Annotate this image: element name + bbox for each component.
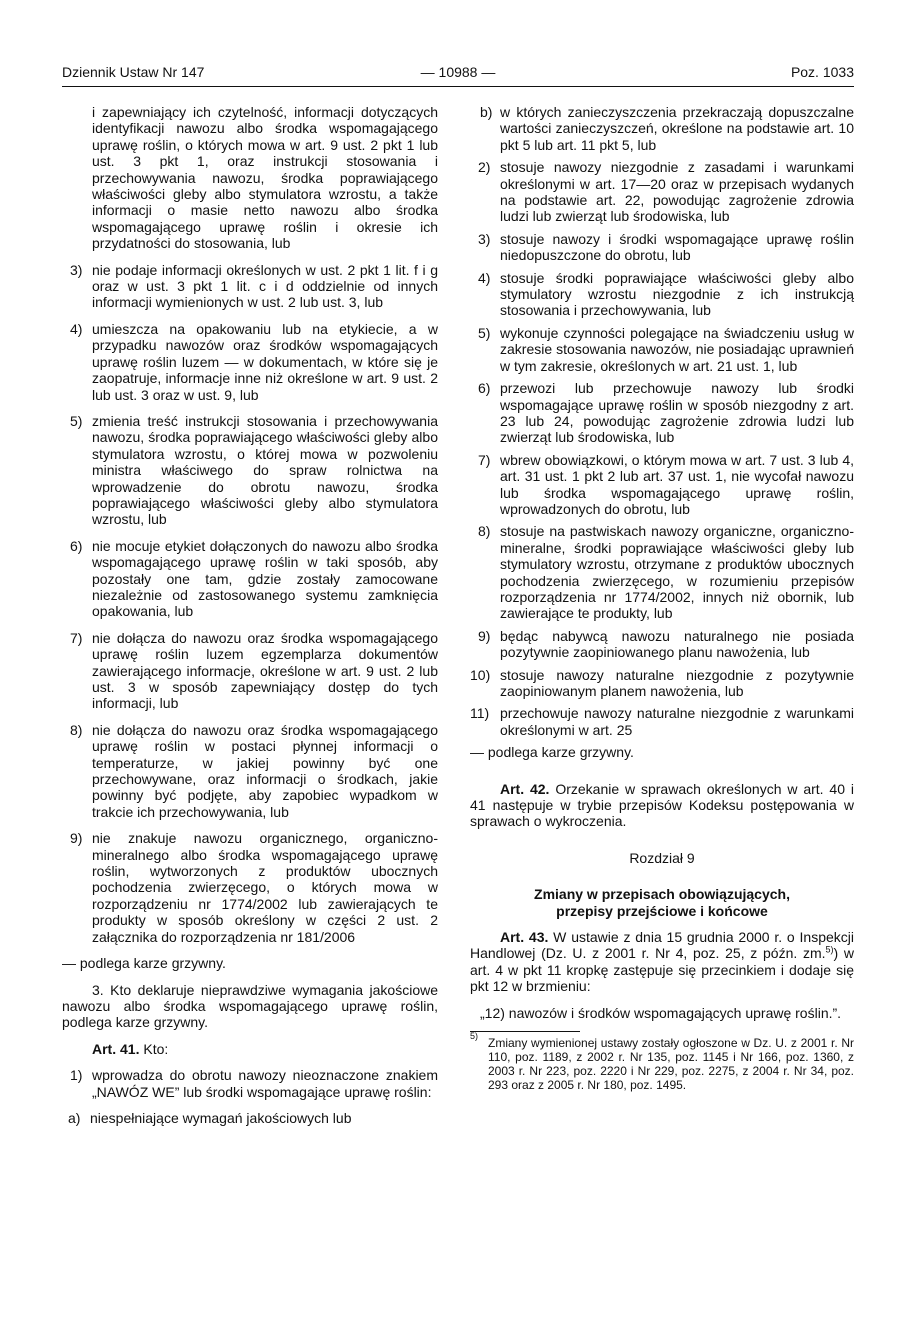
list-item: 8) stosuje na pastwiskach nawozy organiczne, organiczno-mineralne, środki poprawiające właściwości gleby lub stymulatory wzrostu, otrzymane z produktów ubocznych pochodzenia zwierzęcego, w rozumieniu przepisów rozporządzenia nr 1774/2002, innych niż obornik, lub zawierające te produkty, lub [478,523,854,622]
list-item: 9) będąc nabywcą nawozu naturalnego nie posiada pozytywnie zaopiniowanego planu nawożenia, lub [478,627,854,661]
article-42-label: Art. 42. [500,780,550,797]
list-item: 8) nie dołącza do nawozu oraz środka wspomagającego uprawę roślin w postaci płynnej informacji o temperaturze, w jakiej powinny być one przechowywane, oraz informacji o środkach, jakie powinny być podjęte, aby zapobiec wypadkom w trakcie ich przechowywania, lub [70,721,438,820]
article-43: Art. 43. W ustawie z dnia 15 grudnia 2000 r. o Inspekcji Handlowej (Dz. U. z 2001 r. Nr 4, poz. 25, z późn. zm.$^{5)}$) w art. 4 w pkt 11 kropkę zastępuje się przecinkiem i dodaje się pkt 12 w brzmieniu: [470,929,854,995]
penalty-clause: — podlega karze grzywny. [62,955,226,972]
list-item: 3) nie podaje informacji określonych w ust. 2 pkt 1 lit. f i g oraz w ust. 3 pkt 1 lit. c i d oddzielnie od innych informacji wymienionych w ust. 2 lub ust. 3, lub [70,261,438,311]
list-item: 7) nie dołącza do nawozu oraz środka wspomagającego uprawę roślin luzem egzemplarza dokumentów zawierającego informacje, określone w art. 9 ust. 2 lub ust. 3 w sposób zapewniający dostęp do tych informacji, lub [70,629,438,712]
penalty-clause: — podlega karze grzywny. [470,744,634,761]
paragraph-3: 3. Kto deklaruje nieprawdziwe wymagania jakościowe nawozu albo środka wspomagającego uprawę roślin, podlega karze grzywny. [62,981,438,1031]
article-42: Art. 42. Orzekanie w sprawach określonych w art. 40 i 41 następuje w trybie przepisów Kodeksu postępowania w sprawach o wykroczenia. [470,780,854,830]
list-item: 4) stosuje środki poprawiające właściwości gleby albo stymulatory wzrostu niezgodnie z ich instrukcją stosowania i przechowywania, lub [478,269,854,319]
list-item: 11) przechowuje nawozy naturalne niezgodnie z warunkami określonymi w art. 25 [470,705,854,738]
list-item: 6) nie mocuje etykiet dołączonych do nawozu albo środka wspomagającego uprawę roślin w taki sposób, aby pozostały one tam, gdzie zostały zamocowane niezależnie od zastosowanego systemu zamknięcia opakowania, lub [70,537,438,620]
sub-item: b) w których zanieczyszczenia przekraczają dopuszczalne wartości zanieczyszczeń, określone na podstawie art. 10 pkt 5 lub art. 11 pkt 5, lub [480,104,854,153]
list-item: 6) przewozi lub przechowuje nawozy lub środki wspomagające uprawę roślin w sposób niezgodny z art. 23 lub 24, powodując zagrożenie zdrowia ludzi lub zwierząt lub środowiska, lub [478,380,854,446]
left-column [62,104,438,1126]
list-item: 5) zmienia treść instrukcji stosowania i przechowywania nawozu, środka poprawiającego właściwości gleby albo stymulatora wzrostu, o której mowa w pozwoleniu ministra właściwego do spraw rolnictwa na wprowadzenie do obrotu nawozu, środka poprawiającego właściwości gleby albo stymulatora wzrostu, lub [70,412,438,528]
list-item: 2) stosuje nawozy niezgodnie z zasadami i warunkami określonymi w art. 17—20 oraz w przepisach wydanych na podstawie art. 22, powodując zagrożenie zdrowia ludzi lub zwierząt lub środowiska, lub [478,159,854,225]
footnote-rule [470,1031,580,1032]
journal-title: Dziennik Ustaw Nr 147 [62,64,205,80]
list-item: 10) stosuje nawozy naturalne niezgodnie z pozytywnie zaopiniowanym planem nawożenia, lub [470,666,854,699]
chapter-title: Zmiany w przepisach obowiązujących, przepisy przejściowe i końcowe [534,886,790,919]
footnote: 5) Zmiany wymienionej ustawy zostały ogłoszone w Dz. U. z 2001 r. Nr 110, poz. 1189, z 2002 r. Nr 135, poz. 1145 i Nr 166, poz. 1360, z 2003 r. Nr 223, poz. 2220 i Nr 229, poz. 2275, z 2004 r. Nr 34, poz. 293 oraz z 2005 r. Nr 180, poz. 1495. [470,1031,854,1093]
quoted-amendment: „12) nawozów i środków wspomagających uprawę roślin.”. [480,1004,842,1021]
article-41-heading: Art. 41. Kto: [92,1040,169,1057]
list-item: 3) stosuje nawozy i środki wspomagające uprawę roślin niedopuszczone do obrotu, lub [478,230,854,264]
page-header [62,64,854,84]
list-item: 4) umieszcza na opakowaniu lub na etykiecie, a w przypadku nawozów oraz środków wspomagających uprawę roślin luzem — w dokumentach, w które się je zaopatruje, informacje inne niż określone w art. 9 ust. 2 lub ust. 3 oraz w ust. 9, lub [70,320,438,403]
continued-paragraph: i zapewniający ich czytelność, informacji dotyczących identyfikacji nawozu albo środka wspomagającego uprawę roślin, o których mowa w art. 9 ust. 2 pkt 1 lub ust. 3 pkt 1, oraz instrukcji stosowania i przechowywania nawozu, środka poprawiającego właściwości gleby albo stymulatora wzrostu, a także informacji o masie netto nawozu albo środka wspomagającego uprawę roślin i okresie ich przydatności do stosowania, lub [92,104,438,252]
article-41-label: Art. 41. [92,1040,140,1057]
list-item: 5) wykonuje czynności polegające na świadczeniu usług w zakresie stosowania nawozów, nie posiadając uprawnień w tym zakresie, określonych w art. 21 ust. 1, lub [478,324,854,374]
list-item: 1) wprowadza do obrotu nawozy nieoznaczone znakiem „NAWÓZ WE” lub środki wspomagające uprawę roślin: [70,1067,438,1100]
header-rule [62,86,854,87]
list-item: 9) nie znakuje nawozu organicznego, organiczno-mineralnego albo środka wspomagającego uprawę roślin, wytworzonych z produktów ubocznych pochodzenia zwierzęcego, o których mowa w rozporządzeniu nr 1774/2002 lub zawierających te produkty w sposób określony w części 2 ust. 2 załącznika do rozporządzenia nr 181/2006 [70,830,438,945]
article-43-label: Art. 43. [500,929,549,946]
chapter-number: Rozdział 9 [629,849,695,866]
right-column [470,104,854,1092]
sub-item: a) niespełniające wymagań jakościowych lub [68,1109,352,1126]
footnote-ref: 5) [825,944,834,955]
list-item: 7) wbrew obowiązkowi, o którym mowa w art. 7 ust. 3 lub 4, art. 31 ust. 1 pkt 2 lub art. 37 ust. 1, nie wycofał nawozu lub środka wspomagającego uprawę roślin, wprowadzonych do obrotu, lub [478,451,854,517]
position-number: Poz. 1033 [790,64,854,80]
page-number: — 10988 — [420,64,496,80]
